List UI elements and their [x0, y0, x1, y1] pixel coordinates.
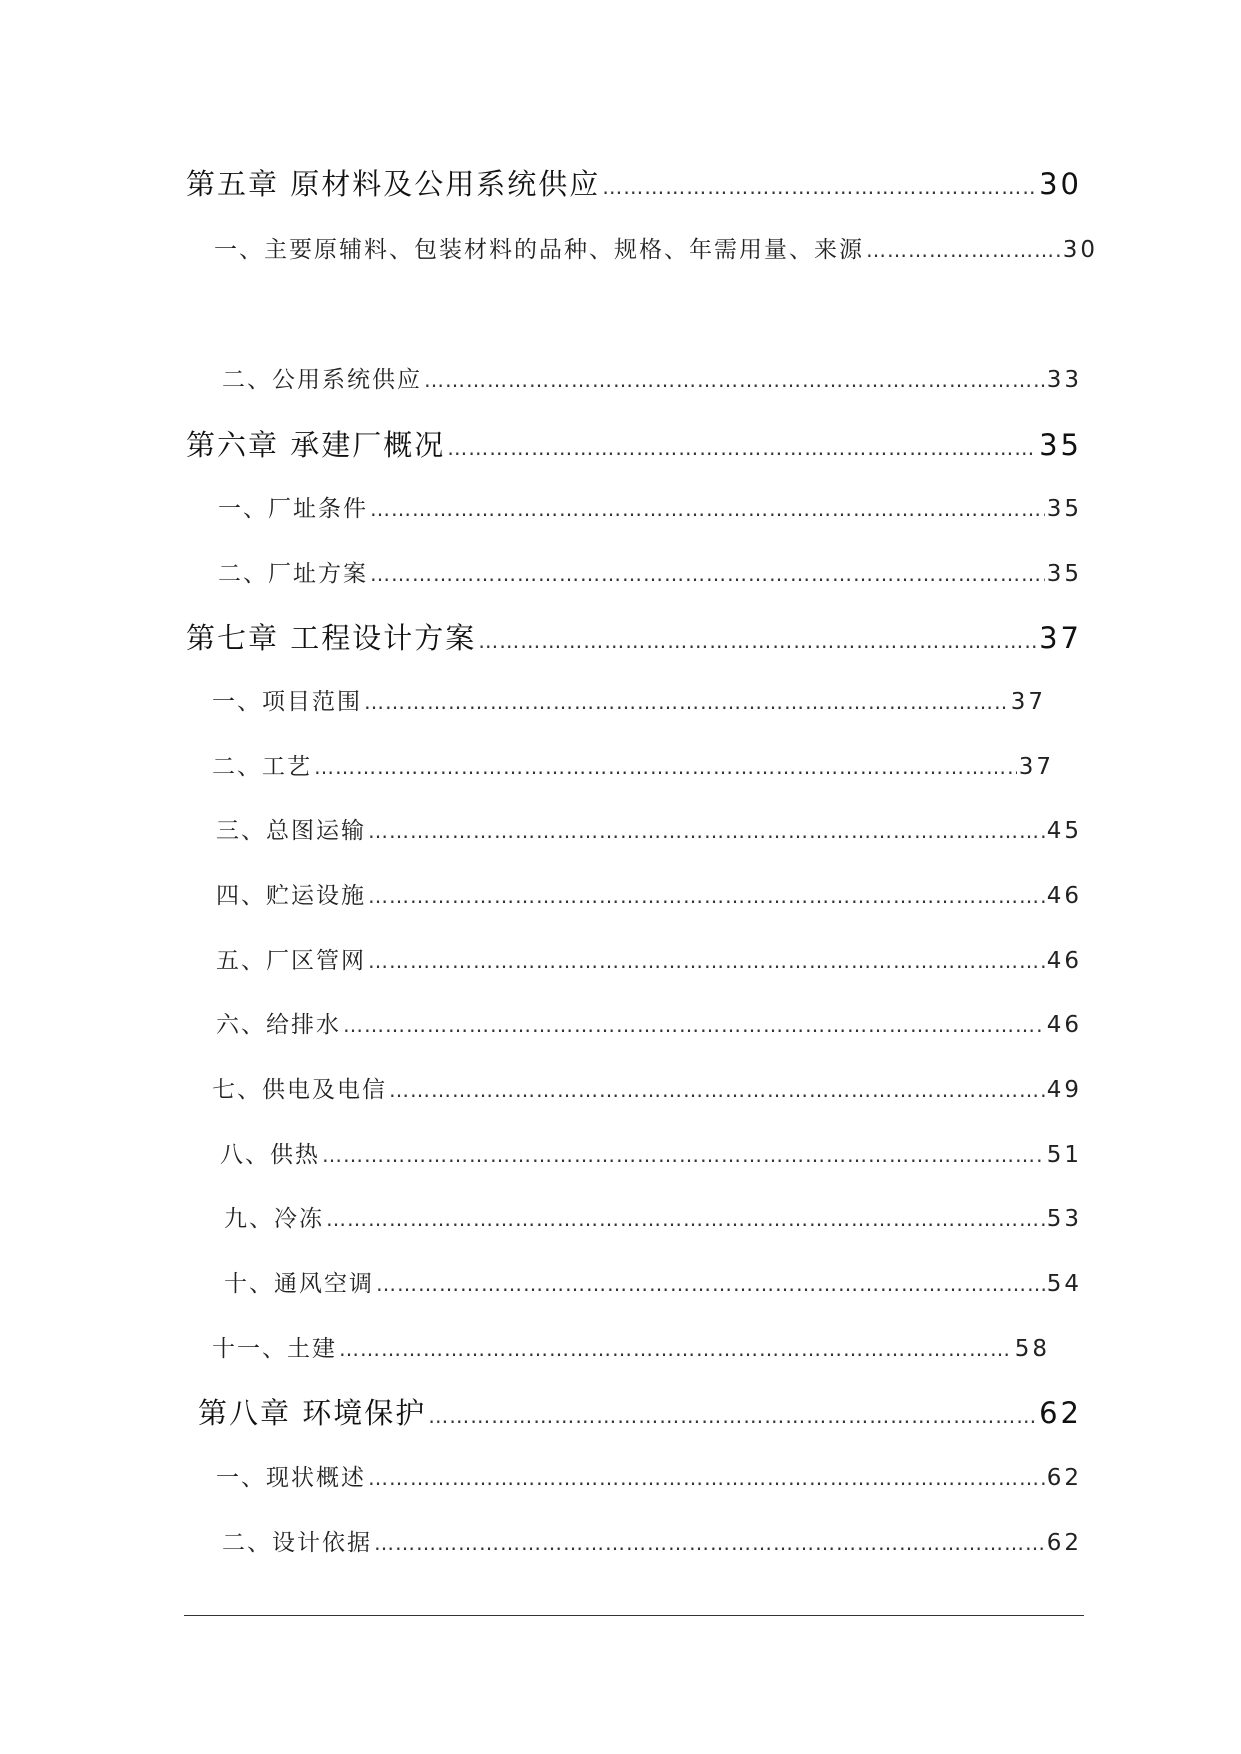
toc-page-number: 35: [1046, 561, 1082, 587]
toc-entry-label: 七、供电及电信: [212, 1077, 387, 1103]
toc-entry-label: 二、公用系统供应: [222, 367, 422, 393]
footer-rule: [184, 1615, 1084, 1616]
dot-leader: [602, 175, 1037, 199]
dot-leader: [478, 629, 1037, 653]
toc-entry-label: 一、厂址条件: [218, 496, 368, 522]
toc-entry-section: [212, 683, 1046, 716]
dot-leader: [866, 238, 1061, 262]
toc-entry-section: [224, 1265, 1082, 1298]
dot-leader: [389, 1078, 1045, 1102]
dot-leader: [447, 436, 1037, 460]
toc-entry-label: 第八章 环境保护: [198, 1396, 427, 1430]
toc-entry-chapter-6: [186, 423, 1082, 464]
toc-page-number: 37: [1039, 621, 1082, 655]
toc-page-number: 58: [1014, 1336, 1050, 1362]
toc-entry-label: 九、冷冻: [224, 1206, 324, 1232]
dot-leader: [322, 1143, 1045, 1167]
toc-entry-label: 八、供热: [220, 1142, 320, 1168]
dot-leader: [374, 1531, 1045, 1555]
dot-leader: [370, 562, 1045, 586]
dot-leader: [368, 949, 1045, 973]
toc-page-number: 30: [1039, 167, 1082, 201]
dot-leader: [339, 1337, 1013, 1361]
toc-entry-label: 第五章 原材料及公用系统供应: [186, 167, 601, 201]
toc-page-number: 62: [1046, 1530, 1082, 1556]
toc-entry-section: [212, 748, 1054, 781]
toc-entry-label: 一、现状概述: [216, 1465, 366, 1491]
toc-page-number: 46: [1046, 948, 1082, 974]
toc-page-number: 46: [1046, 883, 1082, 909]
dot-leader: [424, 368, 1045, 392]
toc-page-number: 46: [1046, 1012, 1082, 1038]
toc-page-number: 37: [1010, 689, 1046, 715]
toc-entry-label: 第七章 工程设计方案: [186, 621, 477, 655]
toc-entry-section: [216, 877, 1082, 910]
toc-entry-label: 十、通风空调: [224, 1271, 374, 1297]
dot-leader: [368, 819, 1045, 843]
toc-entry-section: [214, 231, 1098, 264]
dot-leader: [314, 755, 1017, 779]
toc-entry-chapter-5: [186, 162, 1082, 203]
toc-entry-label: 一、主要原辅料、包装材料的品种、规格、年需用量、来源: [214, 237, 864, 263]
toc-entry-section: [212, 1330, 1050, 1363]
dot-leader: [368, 884, 1045, 908]
toc-entry-label: 二、工艺: [212, 754, 312, 780]
toc-entry-label: 一、项目范围: [212, 689, 362, 715]
toc-page-number: 49: [1046, 1077, 1082, 1103]
toc-entry-label: 二、设计依据: [222, 1530, 372, 1556]
toc-page-number: 51: [1046, 1142, 1082, 1168]
toc-entry-section: [216, 812, 1082, 845]
toc-page-number: 45: [1046, 818, 1082, 844]
dot-leader: [343, 1013, 1045, 1037]
toc-page-number: 54: [1046, 1271, 1082, 1297]
toc-page-number: 53: [1046, 1206, 1082, 1232]
toc-entry-chapter-8: [198, 1391, 1082, 1432]
dot-leader: [376, 1272, 1045, 1296]
dot-leader: [326, 1207, 1045, 1231]
toc-entry-label: 五、厂区管网: [216, 948, 366, 974]
toc-entry-section: [220, 1136, 1082, 1169]
toc-entry-section: [222, 361, 1082, 394]
toc-entry-section: [222, 1524, 1082, 1557]
toc-entry-section: [216, 1006, 1082, 1039]
dot-leader: [368, 1466, 1045, 1490]
toc-page-number: 33: [1046, 367, 1082, 393]
toc-entry-section: [216, 1459, 1082, 1492]
toc-page-number: 62: [1046, 1465, 1082, 1491]
toc-entry-label: 四、贮运设施: [216, 883, 366, 909]
toc-entry-label: 十一、土建: [212, 1336, 337, 1362]
toc-entry-chapter-7: [186, 616, 1082, 657]
toc-page-number: 35: [1039, 428, 1082, 462]
toc-entry-section: [218, 555, 1082, 588]
dot-leader: [364, 690, 1009, 714]
toc-entry-label: 六、给排水: [216, 1012, 341, 1038]
toc-entry-label: 第六章 承建厂概况: [186, 428, 446, 462]
toc-entry-section: [224, 1200, 1082, 1233]
toc-entry-section: [216, 942, 1082, 975]
toc-page-number: 37: [1018, 754, 1054, 780]
toc-entry-label: 三、总图运输: [216, 818, 366, 844]
toc-entry-section: [218, 490, 1082, 523]
toc-page-number: 35: [1046, 496, 1082, 522]
dot-leader: [370, 497, 1045, 521]
toc-page-number: 62: [1039, 1396, 1082, 1430]
toc-page-number: 30: [1062, 237, 1098, 263]
dot-leader: [428, 1404, 1037, 1428]
toc-entry-section: [212, 1071, 1082, 1104]
toc-entry-label: 二、厂址方案: [218, 561, 368, 587]
